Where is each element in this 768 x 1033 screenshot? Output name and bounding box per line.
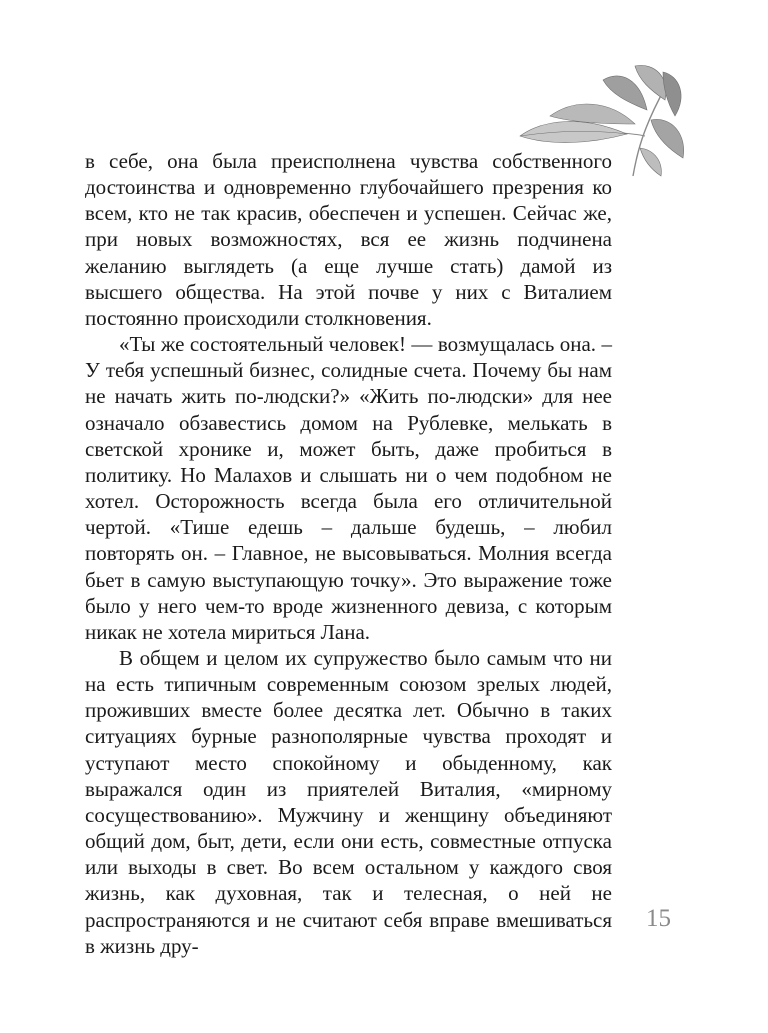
paragraph-1: в себе, она была преисполнена чувства собственного достоинства и одновременно глубочайшего презрения ко всем, кто не так красив, обеспечен и успешен. Сейчас же, при новых возможностях, вся ее жизнь подчинена желанию выглядеть (а еще лучше стать) дамой из высшего общества. На этой почве у них с Виталием постоянно происходили столкновения. xyxy=(85,149,612,330)
paragraph-3: В общем и целом их супружество было самым что ни на есть типичным современным союзом зрелых людей, проживших вместе более десятка лет. Обычно в таких ситуациях бурные разнополярные чувства проходят и уступают место спокойному и обыденному, как выражался один из приятелей Виталия, «мирному сосуществованию». Мужчину и женщину объединяют общий дом, быт, дети, если они есть, совместные отпуска или выходы в свет. Во всем остальном у каждого своя жизнь, как духовная, так и телесная, о ней не распространяются и не считают себя вправе вмешиваться в жизнь дру- xyxy=(85,645,612,958)
paragraph-2: «Ты же состоятельный человек! — возмущалась она. – У тебя успешный бизнес, солидные счета. Почему бы нам не начать жить по-людски?» «Жить по-людски» для нее означало обзавестись домом на Рублевке, мелькать в светской хронике и, может быть, даже пробиться в политику. Но Малахов и слышать ни о чем подобном не хотел. Осторожность всегда была его отличительной чертой. «Тише едешь – дальше будешь, – любил повторять он. – Главное, не высовываться. Молния всегда бьет в самую выступающую точку». Это выражение тоже было у него чем-то вроде жизненного девиза, с которым никак не хотела мириться Лана. xyxy=(85,332,612,644)
page-number: 15 xyxy=(646,905,671,932)
body-text xyxy=(85,148,612,959)
